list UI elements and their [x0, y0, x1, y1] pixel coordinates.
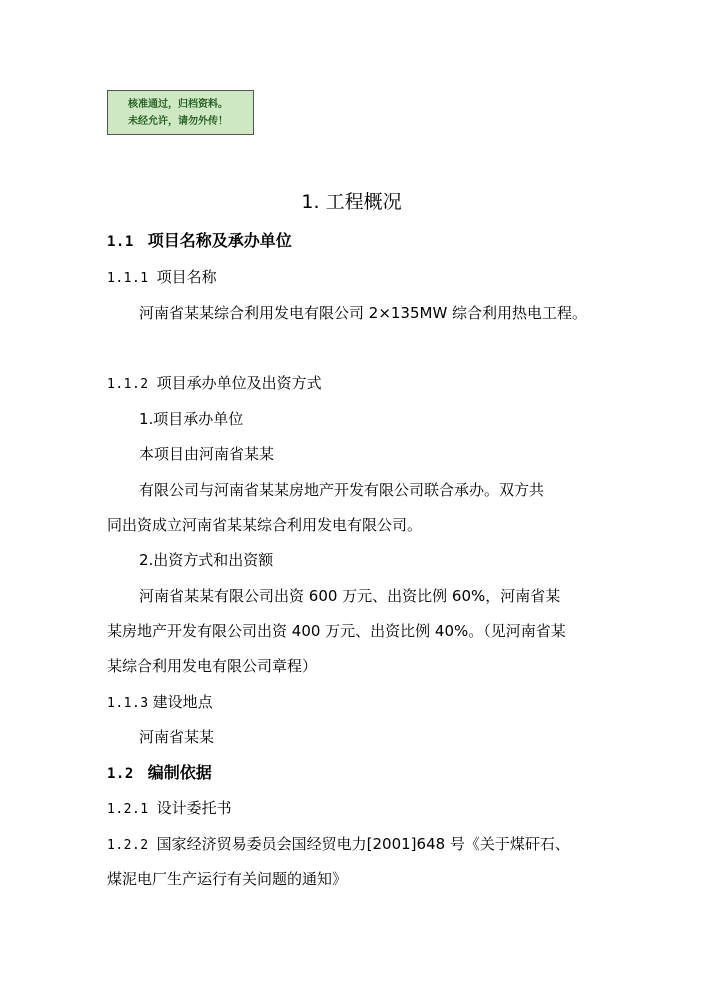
section-1-2-heading: [107, 763, 212, 784]
section-1-1-2-heading: [107, 373, 322, 395]
stamp-line-2: 未经允许，请勿外传！: [128, 116, 228, 127]
item-1-text-line-3: 同出资成立河南省某某综合利用发电有限公司。: [107, 516, 423, 534]
section-1-2-1-heading: [107, 798, 232, 820]
section-number: 1.2.1: [107, 802, 149, 817]
site-paragraph: 河南省某某: [139, 728, 215, 746]
section-number: 1.1.3: [107, 696, 149, 711]
item-1-text-line-1: 本项目由河南省某某: [139, 445, 275, 463]
section-title: 编制依据: [147, 763, 212, 782]
section-title: 设计委托书: [156, 799, 232, 817]
project-name-paragraph: 河南省某某综合利用发电有限公司 2×135MW 综合利用热电工程。: [139, 304, 588, 322]
section-title: 项目名称: [156, 268, 217, 286]
section-1-2-2-line-2: 煤泥电厂生产运行有关问题的通知》: [107, 870, 348, 888]
item-1-heading: 1.项目承办单位: [139, 410, 244, 428]
section-number: 1.2.2: [107, 838, 149, 853]
section-1-2-2-line-1: [107, 834, 570, 856]
section-title: 项目名称及承办单位: [147, 231, 292, 250]
section-number: 1.1.2: [107, 377, 149, 392]
section-number: 1.1.1: [107, 271, 149, 286]
stamp-line-1: 核准通过，归档资料。: [128, 99, 228, 110]
section-1-1-3-heading: [107, 692, 213, 714]
section-1-1-heading: [107, 231, 292, 252]
item-2-text-line-1: 河南省某某有限公司出资 600 万元、出资比例 60%，河南省某: [139, 587, 561, 605]
item-2-heading: 2.出资方式和出资额: [139, 551, 274, 569]
item-2-text-line-2: 某房地产开发有限公司出资 400 万元、出资比例 40%。（见河南省某: [107, 622, 566, 640]
chapter-title: 1. 工程概况: [301, 191, 402, 213]
approval-stamp: [107, 90, 254, 135]
section-number: 1.1: [107, 234, 134, 250]
section-number: 1.2: [107, 766, 134, 782]
section-title: 建设地点: [152, 693, 213, 711]
section-title: 项目承办单位及出资方式: [156, 374, 322, 392]
item-1-text-line-2: 有限公司与河南省某某房地产开发有限公司联合承办。双方共: [139, 481, 545, 499]
item-2-text-line-3: 某综合利用发电有限公司章程）: [107, 657, 318, 675]
section-text: 国家经济贸易委员会国经贸电力[2001]648 号《关于煤矸石、: [156, 835, 570, 853]
section-1-1-1-heading: [107, 267, 217, 289]
